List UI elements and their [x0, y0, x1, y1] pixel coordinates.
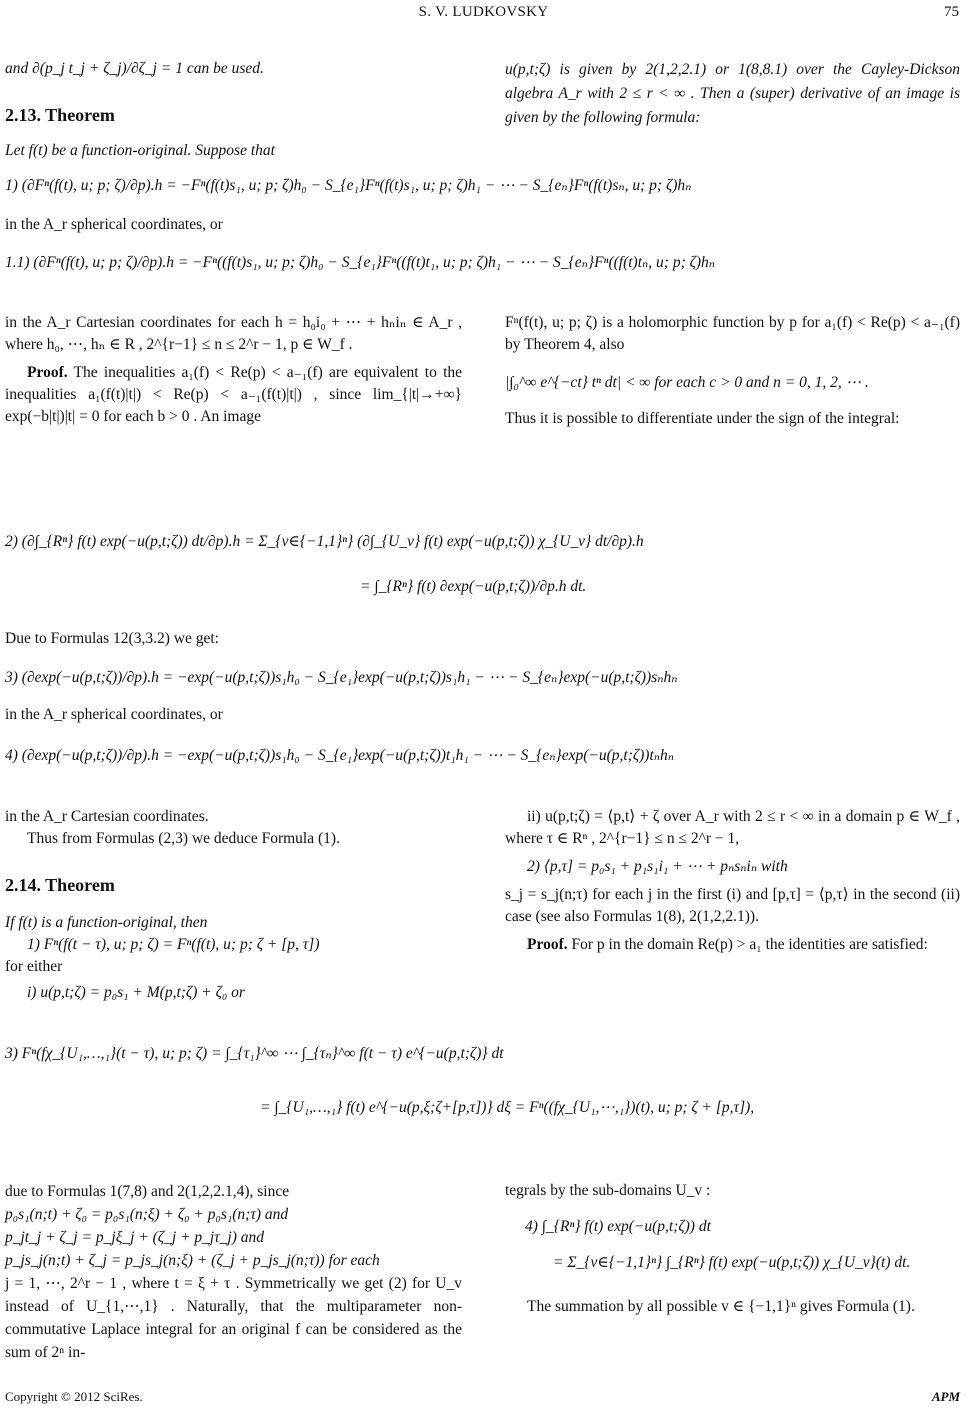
holomorphic-paragraph: Fⁿ(f(t), u; p; ζ) is a holomorphic function by p for a₁(f) < Re(p) < a₋₁(f) by Theorem 4, also: [505, 314, 960, 353]
running-title: S. V. LUDKOVSKY: [418, 4, 549, 20]
proof-2-14-label: Proof.: [527, 936, 568, 953]
proof-paragraph: [5, 362, 462, 428]
identity-3: p_js_j(n;t) + ζ_j = p_js_j(n;ξ) + (ζ_j + p_js_j(n;τ)) for each: [5, 1252, 380, 1269]
equation-1-note: in the A_r spherical coordinates, or: [5, 216, 223, 233]
theorem-2-14-eq1: 1) Fⁿ(f(t − τ), u; p; ζ) = Fⁿ(f(t), u; p; ζ + [p, τ]): [27, 936, 320, 953]
theorem-2-13-title: 2.13. Theorem: [5, 105, 115, 125]
bottom-left-column: [5, 1180, 462, 1364]
theorem-2-14-statement: If f(t) is a function-original, then: [5, 914, 208, 931]
theorem-2-14-title: 2.14. Theorem: [5, 875, 115, 895]
page-footer: [5, 1389, 960, 1405]
proof-label: Proof.: [27, 364, 68, 381]
top-left-column: [5, 58, 462, 161]
for-either: for either: [5, 958, 63, 975]
identity-1: p₀s₁(n;t) + ζ₀ = p₀s₁(n;ξ) + ζ₀ + p₀s₁(n;τ) and: [5, 1206, 289, 1223]
proof-2-14: [505, 934, 960, 956]
identity-2: p_jt_j + ζ_j = p_jξ_j + (ζ_j + p_jτ_j) and: [5, 1229, 265, 1246]
page-number: 75: [944, 4, 959, 20]
integral-bound: |∫₀^∞ e^{−ct} tⁿ dt| < ∞ for each c > 0 and n = 0, 1, 2, ⋯ .: [505, 374, 869, 391]
bracket-definition: 2) ⟨p,τ] = p₀s₁ + p₁s₁i₁ + ⋯ + pₙsₙiₙ with: [527, 858, 788, 875]
equation-4a-sum: 4) ∫_{Rⁿ} f(t) exp(−u(p,t;ζ)) dt: [525, 1218, 711, 1235]
case-i: i) u(p,t;ζ) = p₀s₁ + M(p,t;ζ) + ζ₀ or: [27, 984, 245, 1001]
case-ii: ii) u(p,t;ζ) = ⟨p,t⟩ + ζ over A_r with 2 ≤ r < ∞ in a domain p ∈ W_f , where τ ∈ Rⁿ , 2^{r−1} ≤ n ≤ 2^r − 1,: [505, 808, 960, 847]
summation-paragraph: The summation by all possible v ∈ {−1,1}ⁿ gives Formula (1).: [527, 1298, 915, 1315]
mid-left-column: [5, 312, 462, 428]
page-header: [0, 4, 967, 26]
deduce-line: Thus from Formulas (2,3) we deduce Formula (1).: [27, 830, 340, 847]
sj-definition: s_j = s_j(n;τ) for each j in the first (i) and [p,τ] = ⟨p,τ⟩ in the second (ii) case (see also Formulas 1(8), 2(1,2,2.1)).: [505, 886, 960, 925]
subdomain-line: tegrals by the sub-domains U_v :: [505, 1182, 711, 1199]
equation-3-note: in the A_r spherical coordinates, or: [5, 706, 223, 723]
journal-name: APM: [931, 1389, 960, 1404]
top-right-paragraph: u(p,t;ζ) is given by 2(1,2,2.1) or 1(8,8.1) over the Cayley-Dickson algebra A_r with 2 ≤ r < ∞ . Then a (super) derivative of an image is given by the following formula:: [505, 61, 960, 126]
mid-right-column: [505, 312, 960, 430]
theorem-2-13-statement: Let f(t) be a function-original. Suppose that: [5, 142, 275, 159]
equation-4: 4) (∂exp(−u(p,t;ζ))/∂p).h = −exp(−u(p,t;ζ))s₁h₀ − S_{e₁}exp(−u(p,t;ζ))t₁h₁ − ⋯ − S_{eₙ}exp(−u(p,t;ζ))tₙhₙ: [5, 747, 675, 764]
and-line: and ∂(p_j t_j + ζ_j)/∂ζ_j = 1 can be used.: [5, 60, 264, 77]
due-formulas-line: Due to Formulas 12(3,3.2) we get:: [5, 630, 219, 647]
equation-3: 3) (∂exp(−u(p,t;ζ))/∂p).h = −exp(−u(p,t;ζ))s₁h₀ − S_{e₁}exp(−u(p,t;ζ))s₁h₁ − ⋯ − S_{eₙ}exp(−u(p,t;ζ))sₙhₙ: [5, 669, 678, 686]
cartesian-paragraph: in the A_r Cartesian coordinates for each h = h₀i₀ + ⋯ + hₙiₙ ∈ A_r , where h₀, ⋯, hₙ ∈ R , 2^{r−1} ≤ n ≤ 2^r − 1, p ∈ W_f .: [5, 314, 462, 353]
differentiate-paragraph: Thus it is possible to differentiate under the sign of the integral:: [505, 410, 900, 427]
cartesian-note: in the A_r Cartesian coordinates.: [5, 808, 209, 825]
symmetric-paragraph: j = 1, ⋯, 2^r − 1 , where t = ξ + τ . Symmetrically we get (2) for U_v instead of U_{1,⋯,1} . Naturally, that the multiparameter non-commutative Laplace integral for an original f can be considered as the sum of 2ⁿ in-: [5, 1275, 462, 1361]
equation-3a-shift: 3) Fⁿ(fχ_{U₁,…,₁}(t − τ), u; p; ζ) = ∫_{τ₁}^∞ ⋯ ∫_{τₙ}^∞ f(t − τ) e^{−u(p,t;ζ)} dt: [5, 1045, 504, 1062]
lower-right-column: [505, 806, 960, 956]
equation-3b-shift: = ∫_{U₁,…,₁} f(t) e^{−u(p,ξ;ζ+[p,τ])} dξ = Fⁿ((fχ_{U₁,⋯,₁})(t), u; p; ζ + [p,τ]),: [260, 1099, 755, 1116]
lower-left-column: [5, 806, 462, 1004]
equation-1-1: 1.1) (∂Fⁿ(f(t), u; p; ζ)/∂p).h = −Fⁿ((f(t)s₁, u; p; ζ)h₀ − S_{e₁}Fⁿ((f(t)t₁, u; p; ζ)h₁ − ⋯ − S_{eₙ}Fⁿ((f(t)tₙ, u; p; ζ)hₙ: [5, 254, 716, 271]
proof-2-14-text: For p in the domain Re(p) > a₁ the identities are satisfied:: [567, 936, 928, 953]
copyright: Copyright © 2012 SciRes.: [5, 1389, 143, 1404]
equation-2a: 2) (∂∫_{Rⁿ} f(t) exp(−u(p,t;ζ)) dt/∂p).h = Σ_{v∈{−1,1}ⁿ} (∂∫_{U_v} f(t) exp(−u(p,t;ζ)) χ_{U_v} dt/∂p).h: [5, 533, 644, 550]
due-formulas-since: due to Formulas 1(7,8) and 2(1,2,2.1,4), since: [5, 1183, 290, 1200]
bottom-right-column: [505, 1180, 960, 1318]
equation-2b: = ∫_{Rⁿ} f(t) ∂exp(−u(p,t;ζ))/∂p.h dt.: [360, 578, 587, 595]
equation-1: 1) (∂Fⁿ(f(t), u; p; ζ)/∂p).h = −Fⁿ(f(t)s₁, u; p; ζ)h₀ − S_{e₁}Fⁿ(f(t)s₁, u; p; ζ)h₁ − ⋯ − S_{eₙ}Fⁿ(f(t)sₙ, u; p; ζ)hₙ: [5, 177, 692, 194]
equation-4b-sum: = Σ_{v∈{−1,1}ⁿ} ∫_{Rⁿ} f(t) exp(−u(p,t;ζ)) χ_{U_v}(t) dt.: [553, 1254, 911, 1271]
proof-text: The inequalities a₁(f) < Re(p) < a₋₁(f) are equivalent to the inequalities a₁(f(t)|t|) < Re(p) < a₋₁(f(t)|t|) , since lim_{|t|→+∞} exp(−b|t|)|t| = 0 for each b > 0 . An image: [5, 364, 462, 425]
